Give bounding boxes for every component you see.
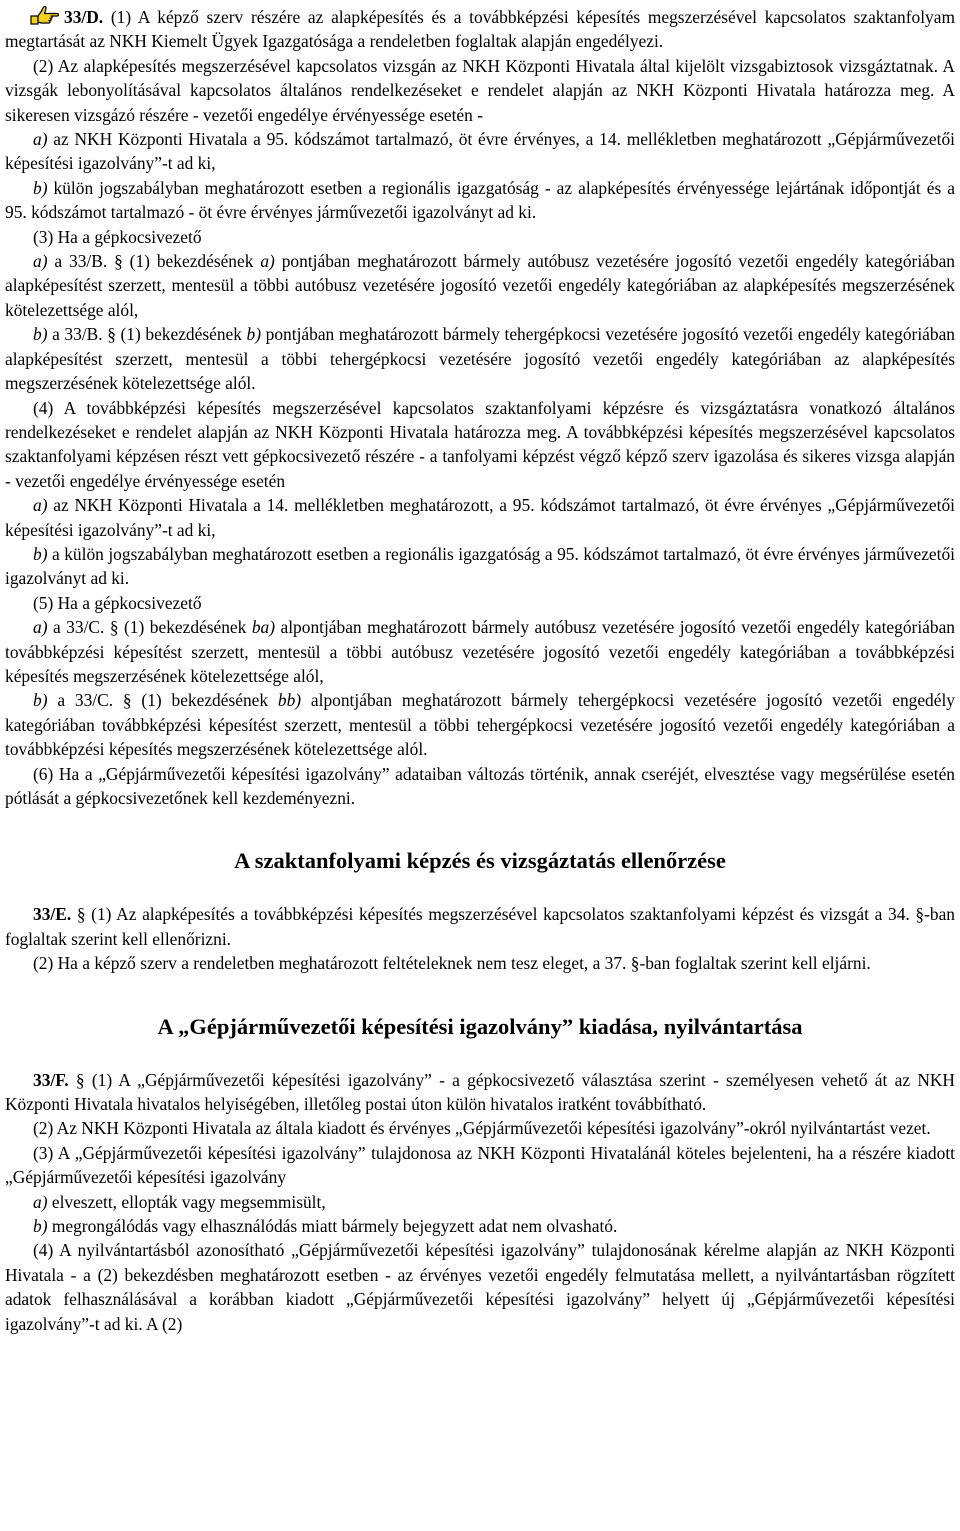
list-item	[5, 542, 955, 591]
paragraph-33D-3	[5, 225, 955, 249]
paragraph-text: (2) Az alapképesítés megszerzésével kapcsolatos vizsgán az NKH Központi Hivatala által kijelölt vizsgabiztosok vizsgáztatnak. A vizsgák lebonyolításával kapcsolatos általános rendelkezéseket e rendelet alapján az NKH Központi Hivatala határozza meg. A sikeresen vizsgázó részére - vezetői engedélye érvényessége esetén -	[5, 55, 955, 125]
section-number-33D: 33/D.	[64, 7, 104, 27]
section-heading: A „Gépjárművezetői képesítési igazolvány” kiadása, nyilvántartása	[157, 1013, 803, 1039]
list-text: pontjában meghatározott bármely tehergépkocsi vezetésére jogosító vezetői engedély kategóriában alapképesítést szerzett, mentesül a többi tehergépkocsi vezetésére jogosító vezetői engedély kategóriában az alapképesítés megszerzésének kötelezettsége alól.	[5, 324, 955, 394]
paragraph-33D-2	[5, 54, 955, 127]
paragraph-text: (2) Ha a képző szerv a rendeletben meghatározott feltételeknek nem tesz eleget, a 37. §-ban foglaltak szerint kell eljárni.	[33, 953, 871, 974]
paragraph-text: (3) Ha a gépkocsivezető	[33, 226, 202, 247]
list-label: b)	[33, 177, 48, 198]
list-text: a 33/C. § (1) bekezdésének	[47, 617, 252, 638]
paragraph-text: (5) Ha a gépkocsivezető	[33, 592, 202, 613]
list-item	[5, 127, 955, 176]
section-heading: A szaktanfolyami képzés és vizsgáztatás ellenőrzése	[234, 848, 726, 874]
list-text: elveszett, ellopták vagy megsemmisült,	[47, 1191, 326, 1212]
paragraph-text: § (1) Az alapképesítés a továbbképzési képesítés megszerzésével kapcsolatos szaktanfolyami képzést és vizsgát a 34. §-ban foglaltak szerint kell ellenőrizni.	[5, 904, 955, 949]
list-text: az NKH Központi Hivatala a 95. kódszámot tartalmazó, öt évre érvényes, a 14. mellékletben meghatározott „Gépjárművezetői képesítési igazolvány”-t ad ki,	[5, 129, 955, 174]
paragraph-text: (1) A képző szerv részére az alapképesítés és a továbbképzési képesítés megszerzésével kapcsolatos szaktanfolyam megtartását az NKH Kiemelt Ügyek Igazgatósága a rendeletben foglaltak alapján engedélyezi.	[5, 7, 955, 52]
list-text: alpontjában meghatározott bármely tehergépkocsi vezetésére jogosító vezetői engedély kategóriában továbbképzési képesítést szerzett, mentesül a többi tehergépkocsi vezetésére jogosító vezetői engedély kategóriában a továbbképzési képesítés megszerzésének kötelezettsége alól.	[5, 690, 955, 760]
list-emphasis: a)	[260, 251, 275, 272]
paragraph-text: (4) A nyilvántartásból azonosítható „Gépjárművezetői képesítési igazolvány” tulajdonosának kérelme alapján az NKH Központi Hivatala - a (2) bekezdésben meghatározott esetben - az érvényes vezetői engedély felmutatása mellett, a nyilvántartásban rögzített adatok felhasználásával a korábban kiadott „Gépjárművezetői képesítési igazolvány” helyett új „Gépjárművezetői képesítési igazolvány”-t ad ki. A (2)	[5, 1240, 955, 1334]
list-label: b)	[33, 324, 48, 345]
list-label: b)	[33, 1216, 48, 1237]
paragraph-33F-3	[5, 1141, 955, 1190]
list-text: külön jogszabályban meghatározott esetben a regionális igazgatóság - az alapképesítés érvényessége lejártának időpontját és a 95. kódszámot tartalmazó - öt évre érvényes járművezetői igazolványt ad ki.	[5, 177, 955, 223]
paragraph-text: (3) A „Gépjárművezetői képesítési igazolvány” tulajdonosa az NKH Központi Hivatalánál köteles bejelenteni, ha a részére kiadott „Gépjárművezetői képesítési igazolvány	[5, 1142, 955, 1188]
list-item	[5, 615, 955, 688]
paragraph-33D-1	[5, 4, 955, 54]
paragraph-33F-1	[5, 1068, 955, 1117]
list-item	[5, 688, 955, 761]
paragraph-text: § (1) A „Gépjárművezetői képesítési igazolvány” - a gépkocsivezető választása szerint - személyesen vehető át az NKH Központi Hivatala hivatalos helyiségében, illetőleg postai úton külön hivatalos iratként továbbítható.	[5, 1069, 955, 1115]
paragraph-33D-5	[5, 591, 955, 615]
list-item	[5, 249, 955, 322]
pointing-hand-icon[interactable]	[29, 4, 61, 26]
section-number-33E: 33/E.	[33, 904, 72, 925]
list-label: a)	[33, 251, 48, 272]
paragraph-text: (6) Ha a „Gépjárművezetői képesítési igazolvány” adataiban változás történik, annak cseréjét, elvesztése vagy megsérülése esetén pótlását a gépkocsivezetőnek kell kezdeményezni.	[5, 763, 955, 808]
list-text: a 33/B. § (1) bekezdésének	[47, 324, 247, 345]
paragraph-text: (2) Az NKH Központi Hivatala az általa kiadott és érvényes „Gépjárművezetői képesítési igazolvány”-okról nyilvántartást vezet.	[33, 1118, 931, 1139]
list-item	[5, 1190, 955, 1214]
list-text: a külön jogszabályban meghatározott esetben a regionális igazgatóság a 95. kódszámot tartalmazó, öt évre érvényes járművezetői igazolványt ad ki.	[5, 543, 955, 589]
list-text: megrongálódás vagy elhasználódás miatt bármely bejegyzett adat nem olvasható.	[47, 1216, 618, 1237]
list-label: a)	[33, 495, 48, 516]
list-emphasis: ba)	[251, 617, 276, 638]
list-item	[5, 176, 955, 225]
list-text: a 33/B. § (1) bekezdésének	[47, 251, 261, 272]
document-page	[5, 4, 955, 1336]
paragraph-text: (4) A továbbképzési képesítés megszerzésével kapcsolatos szaktanfolyami képzésre és vizsgáztatásra vonatkozó általános rendelkezéseket e rendelet alapján az NKH Központi Hivatala határozza meg. A továbbképzési képesítés megszerzésével kapcsolatos szaktanfolyami képzésen részt vett gépkocsivezető részére - a tanfolyami képzést végző képző szerv igazolása és sikeres vizsga alapján - vezetői engedélye érvényessége esetén	[5, 397, 955, 491]
paragraph-33D-4	[5, 396, 955, 494]
paragraph-33E-2	[5, 951, 955, 975]
list-label: a)	[33, 129, 48, 150]
list-text: alpontjában meghatározott bármely autóbusz vezetésére jogosító vezetői engedély kategóriában továbbképzési képesítést szerzett, mentesül a többi autóbusz vezetésére jogosító vezetői engedély kategóriában a továbbképzési képesítés megszerzésének kötelezettsége alól,	[5, 617, 955, 686]
list-text: pontjában meghatározott bármely autóbusz vezetésére jogosító vezetői engedély kategóriában alapképesítést szerzett, mentesül a többi autóbusz vezetésére jogosító vezetői engedély kategóriában az alapképesítés megszerzésének kötelezettsége alól,	[5, 251, 955, 320]
paragraph-33F-2	[5, 1116, 955, 1140]
list-label: b)	[33, 690, 48, 711]
list-label: a)	[33, 617, 48, 638]
list-emphasis: b)	[246, 324, 262, 345]
paragraph-33D-6	[5, 762, 955, 811]
paragraph-33F-4	[5, 1238, 955, 1336]
list-label: a)	[33, 1191, 48, 1212]
paragraph-33E-1	[5, 902, 955, 951]
list-text: a 33/C. § (1) bekezdésének	[47, 690, 278, 711]
list-label: b)	[33, 543, 48, 564]
section-number-33F: 33/F.	[33, 1069, 69, 1090]
list-item	[5, 1214, 955, 1238]
list-emphasis: bb)	[277, 690, 302, 711]
list-text: az NKH Központi Hivatala a 14. mellékletben meghatározott, a 95. kódszámot tartalmazó, öt évre érvényes „Gépjárművezetői képesítési igazolvány”-t ad ki,	[5, 495, 955, 540]
list-item	[5, 493, 955, 542]
list-item	[5, 322, 955, 395]
